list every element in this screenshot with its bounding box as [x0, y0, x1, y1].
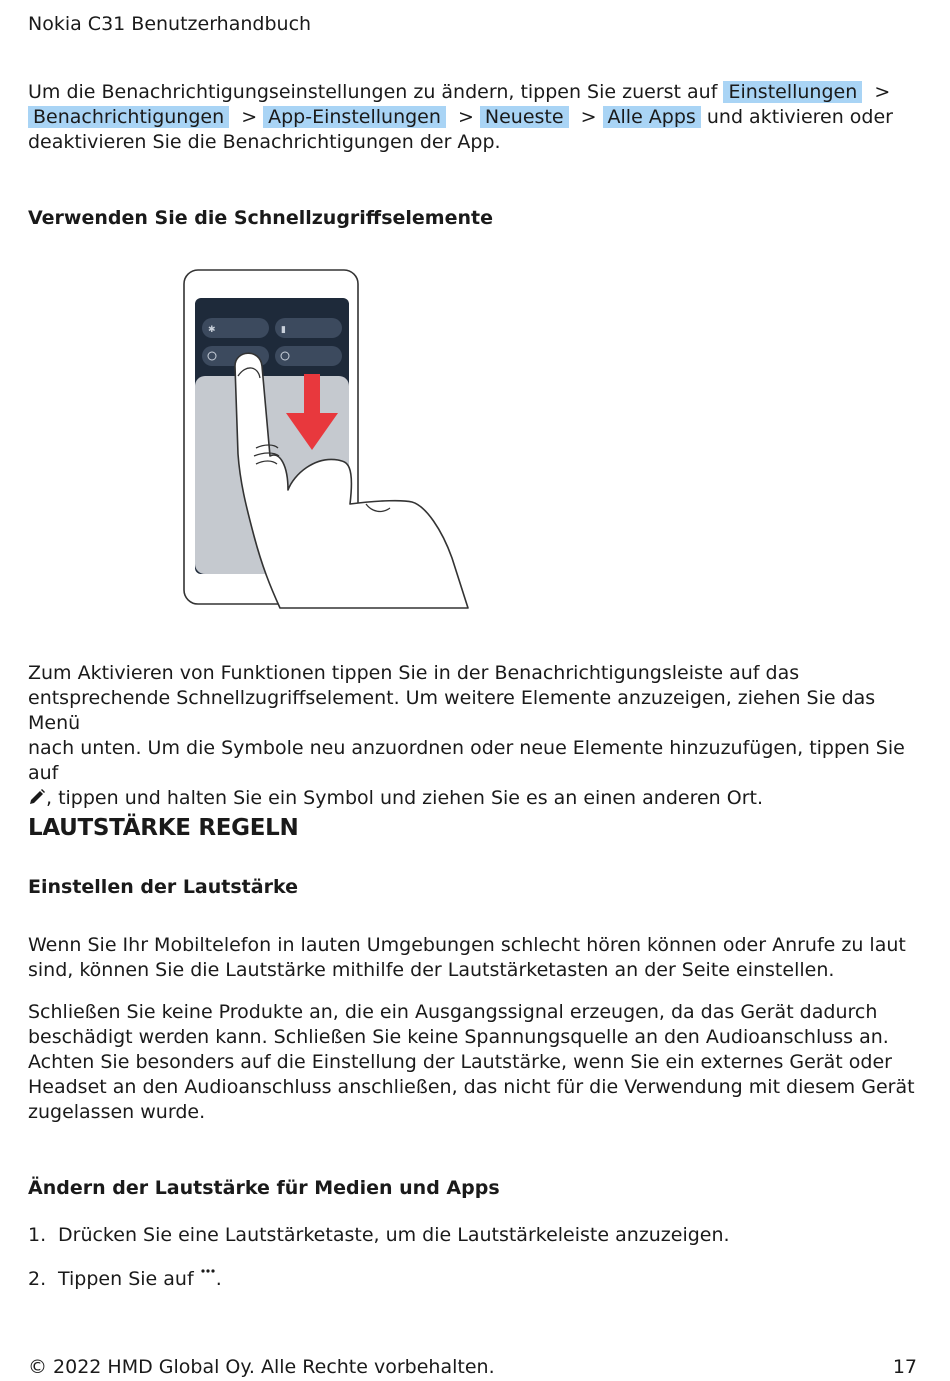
arrow-shaft	[304, 372, 320, 416]
paragraph-line: , tippen und halten Sie ein Symbol und ziehen Sie es an einen anderen Ort.	[28, 786, 923, 811]
intro-text-after: und aktivieren oder	[706, 106, 893, 128]
pencil-icon	[28, 788, 46, 806]
path-separator: >	[580, 106, 597, 128]
section-heading-quick-access: Verwenden Sie die Schnellzugriffselemente	[28, 207, 493, 229]
paragraph-line: zugelassen wurde.	[28, 1101, 206, 1123]
page-header: Nokia C31 Benutzerhandbuch	[28, 13, 312, 35]
flashlight-icon: ▮	[281, 325, 286, 335]
path-separator: >	[874, 81, 891, 103]
subheading-set-volume: Einstellen der Lautstärke	[28, 876, 298, 898]
intro-text: Um die Benachrichtigungseinstellungen zu ändern, tippen Sie zuerst auf	[28, 81, 718, 103]
bluetooth-icon: ✱	[208, 325, 216, 335]
footer-copyright: © 2022 HMD Global Oy. Alle Rechte vorbehalten.	[28, 1356, 495, 1378]
menu-path-neueste: Neueste	[480, 106, 569, 128]
menu-path-benachrichtigungen: Benachrichtigungen	[28, 106, 229, 128]
path-separator: >	[457, 106, 474, 128]
quick-access-paragraph	[28, 661, 923, 811]
list-item: 1. Drücken Sie eine Lautstärketaste, um die Lautstärkeleiste anzuzeigen.	[28, 1224, 730, 1246]
paragraph-line: entsprechende Schnellzugriffselement. Um weitere Elemente anzuzeigen, ziehen Sie das Menü	[28, 687, 876, 734]
volume-paragraph-1	[28, 933, 923, 983]
intro-line-3: deaktivieren Sie die Benachrichtigungen der App.	[28, 131, 501, 153]
paragraph-line: Headset an den Audioanschluss anschließen, das nicht für die Verwendung mit diesem Gerät	[28, 1076, 915, 1098]
path-separator: >	[241, 106, 258, 128]
paragraph-line: Achten Sie besonders auf die Einstellung der Lautstärke, wenn Sie ein externes Gerät oder	[28, 1051, 892, 1073]
page-number: 17	[892, 1356, 917, 1378]
menu-path-alle-apps: Alle Apps	[603, 106, 701, 128]
subheading-media-volume: Ändern der Lautstärke für Medien und Apps	[28, 1177, 500, 1199]
intro-line-1	[28, 80, 923, 105]
paragraph-line: sind, können Sie die Lautstärke mithilfe der Lautstärketasten an der Seite einstellen.	[28, 959, 835, 981]
intro-line-2	[28, 105, 923, 130]
menu-path-einstellungen: Einstellungen	[723, 81, 862, 103]
intro-paragraph	[28, 80, 923, 155]
list-item: 2. Tippen Sie auf .	[28, 1268, 222, 1290]
volume-paragraph-2	[28, 1000, 923, 1125]
section-heading-volume: LAUTSTÄRKE REGELN	[28, 815, 299, 841]
steps-list	[28, 1224, 730, 1310]
quick-tile-alarm	[275, 346, 342, 366]
paragraph-line: beschädigt werden kann. Schließen Sie keine Spannungsquelle an den Audioanschluss an.	[28, 1026, 889, 1048]
swipe-down-illustration	[180, 268, 475, 613]
more-dots-icon	[200, 1267, 216, 1279]
paragraph-line: Schließen Sie keine Produkte an, die ein Ausgangssignal erzeugen, da das Gerät dadurch	[28, 1001, 878, 1023]
menu-path-app-einstellungen: App-Einstellungen	[263, 106, 446, 128]
paragraph-line: Wenn Sie Ihr Mobiltelefon in lauten Umgebungen schlecht hören können oder Anrufe zu laut	[28, 934, 906, 956]
paragraph-line: nach unten. Um die Symbole neu anzuordnen oder neue Elemente hinzuzufügen, tippen Sie auf	[28, 737, 905, 784]
paragraph-line: Zum Aktivieren von Funktionen tippen Sie in der Benachrichtigungsleiste auf das	[28, 662, 800, 684]
